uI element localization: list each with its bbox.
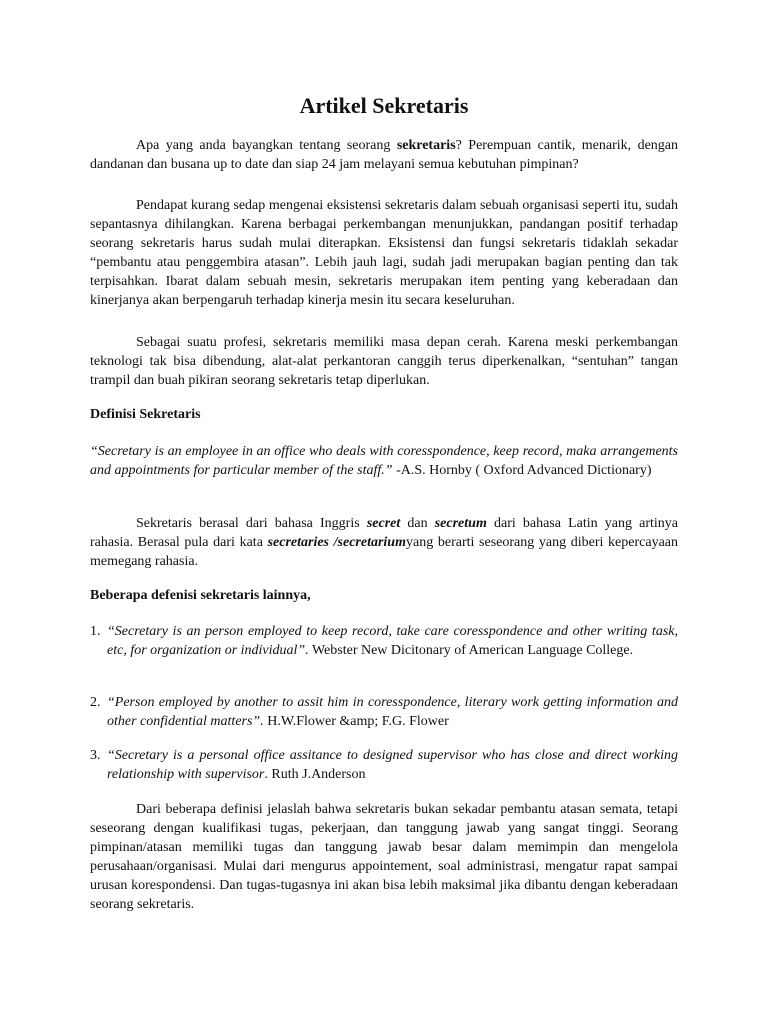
list-item — [90, 693, 678, 731]
term-secretaries: secretaries /secretarium — [267, 535, 406, 550]
list-source: Webster New Dicitonary of American Language College. — [308, 643, 634, 658]
term-secret: secret — [366, 516, 401, 531]
list-source: . Ruth J.Anderson — [264, 767, 366, 782]
etymology-text: yang berarti seseorang yang diberi kepercayaan memegang rahasia. — [90, 535, 678, 569]
list-item-body — [107, 693, 678, 731]
paragraph-pendapat: Pendapat kurang sedap mengenai eksistensi sekretaris dalam sebuah organisasi seperti itu, sudah sepantasnya dihilangkan. Karena berbagai perkembangan menunjukkan, pandangan positif terhadap seorang sekretaris harus sudah mulai diterapkan. Eksistensi dan fungsi sekretaris tidaklah sekadar “pembantu atau penggembira atasan”. Lebih jauh lagi, sudah jadi merupakan bagian penting dan tak terpisahkan. Ibarat dalam sebuah mesin, sekretaris merupakan item penting yang keberadaan dan kinerjanya akan berpengaruh terhadap kinerja mesin itu secara keseluruhan. — [90, 198, 678, 308]
list-quote: “Secretary is a personal office assitance to designed supervisor who has close and direct working relationship with supervisor — [107, 748, 678, 782]
list-item — [90, 622, 678, 660]
section-heading-lainnya: Beberapa defenisi sekretaris lainnya, — [90, 588, 311, 603]
list-number: 3. — [90, 748, 101, 763]
paragraph-etymology — [90, 514, 678, 571]
intro-keyword: sekretaris — [396, 138, 456, 153]
list-item-body — [107, 622, 678, 660]
list-item-body — [107, 746, 678, 784]
definition-quote — [90, 442, 678, 480]
list-number: 1. — [90, 624, 101, 639]
quote-source: -A.S. Hornby ( Oxford Advanced Dictionary) — [392, 463, 652, 478]
intro-text-cont: ? Perempuan cantik, menarik, dengan dandanan dan busana up to date dan siap 24 jam melayani semua kebutuhan pimpinan? — [90, 138, 678, 172]
etymology-text: dari bahasa Latin yang artinya rahasia. Berasal pula dari kata — [90, 516, 678, 550]
list-quote: “Person employed by another to assit him in coresspondence, literary work getting information and other confidential matters”. — [107, 695, 678, 729]
term-secretum: secretum — [434, 516, 487, 531]
etymology-text: dan — [400, 516, 435, 531]
list-source: H.W.Flower &amp; F.G. Flower — [263, 714, 449, 729]
quote-text: “Secretary is an employee in an office who deals with coresspondence, keep record, maka arrangements and appointments for particular member of the staff.” — [90, 444, 678, 478]
page-title: Artikel Sekretaris — [299, 93, 469, 118]
paragraph-conclusion: Dari beberapa definisi jelaslah bahwa sekretaris bukan sekadar pembantu atasan semata, tetapi seseorang dengan kualifikasi tugas, pekerjaan, dan tanggung jawab yang sangat tinggi. Seorang pimpinan/atasan memiliki tugas dan tanggung jawab besar dalam memimpin dan mengelola perusahaan/organisasi. Mulai dari mengurus appointement, soal administrasi, mengatur rapat sampai urusan korespondensi. Dan tugas-tugasnya ini akan bisa lebih maksimal jika dibantu dengan keberadaan seorang sekretaris. — [90, 802, 678, 912]
intro-paragraph — [90, 136, 678, 174]
etymology-text: Sekretaris berasal dari bahasa Inggris — [136, 516, 367, 531]
list-quote: “Secretary is an person employed to keep record, take care coresspondence and other writing task, etc, for organization or individual”. — [107, 624, 678, 658]
list-number: 2. — [90, 695, 101, 710]
paragraph-profesi: Sebagai suatu profesi, sekretaris memiliki masa depan cerah. Karena meski perkembangan teknologi tak bisa dibendung, alat-alat perkantoran canggih terus diperkenalkan, “sentuhan” tangan trampil dan buah pikiran seorang sekretaris tetap diperlukan. — [90, 335, 678, 388]
section-heading-definisi: Definisi Sekretaris — [90, 407, 201, 422]
intro-text: Apa yang anda bayangkan tentang seorang — [136, 138, 397, 153]
list-item — [90, 746, 678, 784]
